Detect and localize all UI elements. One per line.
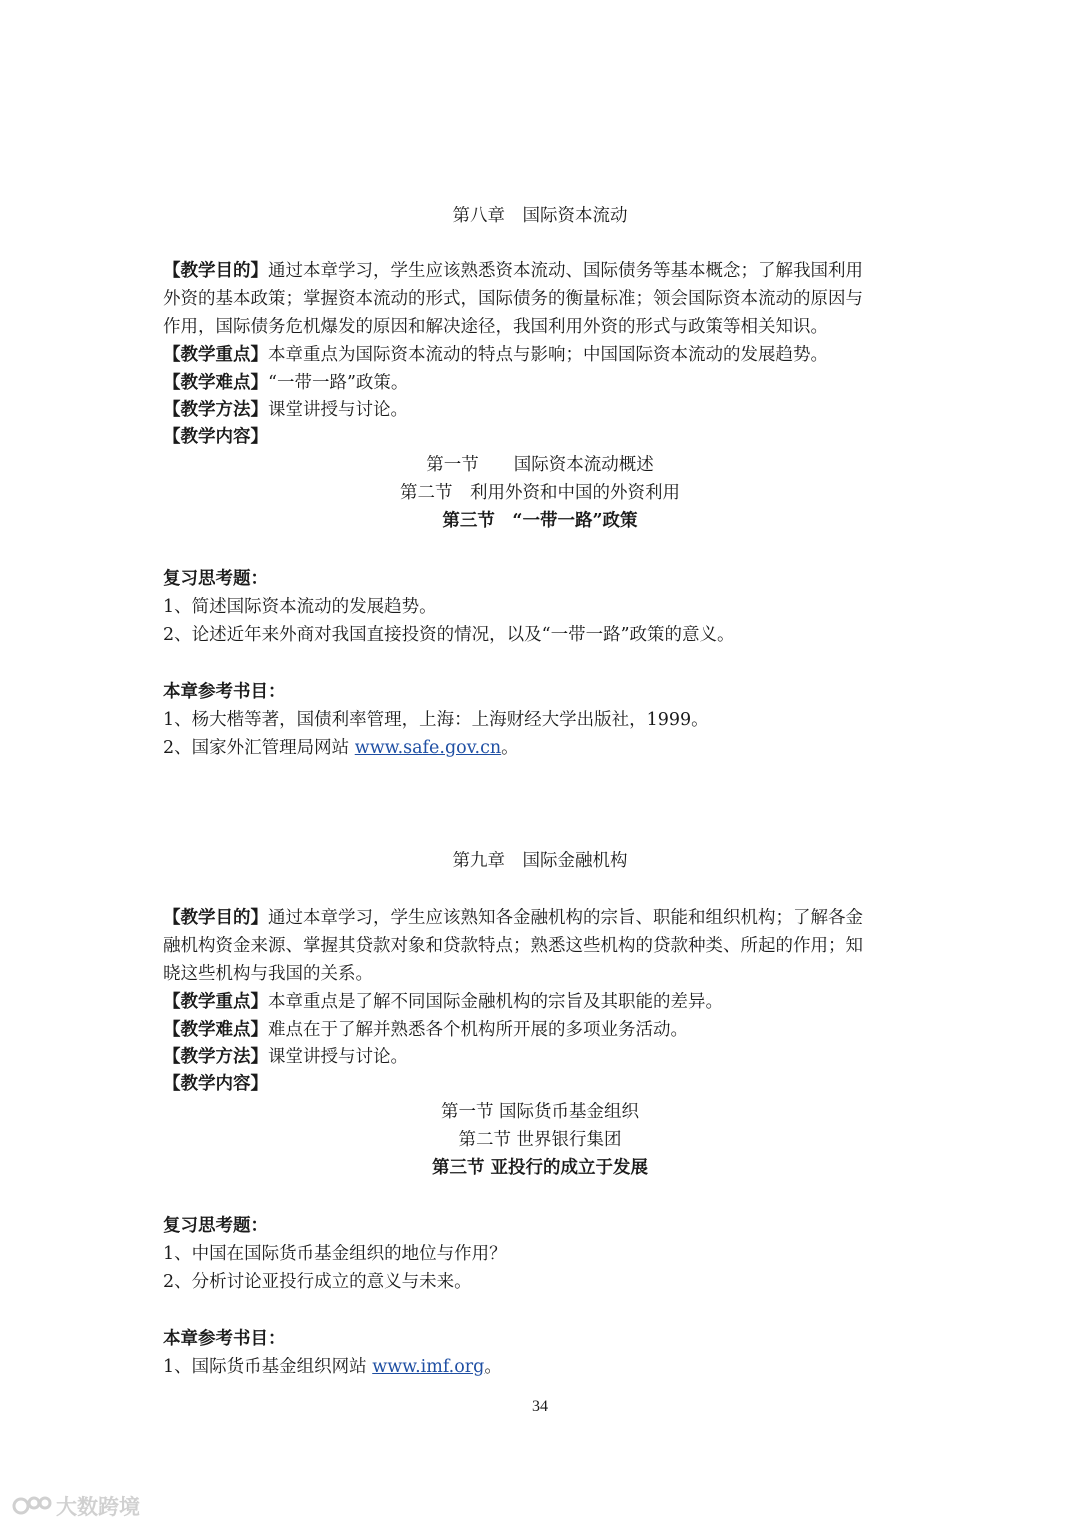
ch9-difficulty xyxy=(163,1016,923,1044)
logo-icon xyxy=(12,1493,52,1519)
ch8-goal-label: 【教学目的】 xyxy=(163,261,268,281)
ch9-section-1: 第一节 国际货币基金组织 xyxy=(440,1102,640,1122)
ch8-review-1: 1、简述国际资本流动的发展趋势。 xyxy=(163,597,437,617)
ch8-section-1: 第一节 国际资本流动概述 xyxy=(426,455,654,475)
page-number: 34 xyxy=(532,1398,548,1415)
ch9-review-1: 1、中国在国际货币基金组织的地位与作用？ xyxy=(163,1244,507,1264)
watermark-text: 大数跨境 xyxy=(56,1495,140,1519)
ch8-goal-line-3: 作用，国际债务危机爆发的原因和解决途径，我国利用外资的形式与政策等相关知识。 xyxy=(163,317,828,337)
ch8-focus xyxy=(163,341,923,369)
ch9-goal-label: 【教学目的】 xyxy=(163,908,268,928)
ch9-review-label: 复习思考题： xyxy=(163,1216,268,1236)
ch8-goal-line-1 xyxy=(163,257,923,285)
ch8-method-text: 课堂讲授与讨论。 xyxy=(268,400,408,420)
ch8-method xyxy=(163,396,923,424)
ch8-ref-1: 1、杨大楷等著，国债利率管理，上海：上海财经大学出版社，1999。 xyxy=(163,710,709,730)
ch9-ref-1-prefix: 1、国际货币基金组织网站 xyxy=(163,1357,367,1377)
ch8-goal-line-2: 外资的基本政策；掌握资本流动的形式，国际债务的衡量标准；领会国际资本流动的原因与 xyxy=(163,289,863,309)
ch8-review-2: 2、论述近年来外商对我国直接投资的情况，以及“一带一路”政策的意义。 xyxy=(163,625,735,645)
ch9-section-2: 第二节 世界银行集团 xyxy=(458,1130,622,1150)
ch9-ref-1 xyxy=(163,1353,923,1381)
ch9-ref-1-suffix: 。 xyxy=(484,1357,502,1377)
ch8-review-label: 复习思考题： xyxy=(163,569,268,589)
ch9-method xyxy=(163,1043,923,1071)
ch8-ref-2 xyxy=(163,734,923,762)
ch8-method-label: 【教学方法】 xyxy=(163,400,268,420)
ch8-focus-label: 【教学重点】 xyxy=(163,345,268,365)
ch8-section-2: 第二节 利用外资和中国的外资利用 xyxy=(400,483,680,503)
ch9-refs-label: 本章参考书目： xyxy=(163,1329,286,1349)
ch9-difficulty-label: 【教学难点】 xyxy=(163,1020,268,1040)
ch9-method-text: 课堂讲授与讨论。 xyxy=(268,1047,408,1067)
ch9-review-2: 2、分析讨论亚投行成立的意义与未来。 xyxy=(163,1272,472,1292)
ch9-focus-text: 本章重点是了解不同国际金融机构的宗旨及其职能的差异。 xyxy=(268,992,723,1012)
ch8-ref-2-prefix: 2、国家外汇管理局网站 xyxy=(163,738,350,758)
ch8-difficulty-text: “一带一路”政策。 xyxy=(268,373,409,393)
ch9-difficulty-text: 难点在于了解并熟悉各个机构所开展的多项业务活动。 xyxy=(268,1020,688,1040)
watermark xyxy=(12,1491,140,1521)
ch9-goal-line-1 xyxy=(163,904,923,932)
ch9-focus-label: 【教学重点】 xyxy=(163,992,268,1012)
ch8-goal-text-1: 通过本章学习，学生应该熟悉资本流动、国际债务等基本概念；了解我国利用 xyxy=(268,261,863,281)
ch9-goal-line-3: 晓这些机构与我国的关系。 xyxy=(163,964,373,984)
ch8-focus-text: 本章重点为国际资本流动的特点与影响；中国国际资本流动的发展趋势。 xyxy=(268,345,828,365)
ch8-ref-2-suffix: 。 xyxy=(501,738,519,758)
ch8-difficulty xyxy=(163,369,923,397)
ch9-method-label: 【教学方法】 xyxy=(163,1047,268,1067)
ch9-goal-line-2: 融机构资金来源、掌握其贷款对象和贷款特点；熟悉这些机构的贷款种类、所起的作用；知 xyxy=(163,936,863,956)
ch8-difficulty-label: 【教学难点】 xyxy=(163,373,268,393)
ch8-section-3: 第三节 “一带一路”政策 xyxy=(442,511,638,531)
ch9-section-3: 第三节 亚投行的成立于发展 xyxy=(431,1158,649,1178)
chapter-8-title: 第八章 国际资本流动 xyxy=(452,206,628,226)
ch9-content-label: 【教学内容】 xyxy=(163,1074,268,1094)
ch8-refs-label: 本章参考书目： xyxy=(163,682,286,702)
ch8-content-label: 【教学内容】 xyxy=(163,427,268,447)
imf-link[interactable]: www.imf.org xyxy=(372,1357,485,1377)
safe-gov-link[interactable]: www.safe.gov.cn xyxy=(354,738,502,758)
ch9-goal-text-1: 通过本章学习，学生应该熟知各金融机构的宗旨、职能和组织机构；了解各金 xyxy=(268,908,863,928)
ch9-focus xyxy=(163,988,923,1016)
chapter-9-title: 第九章 国际金融机构 xyxy=(452,851,628,871)
